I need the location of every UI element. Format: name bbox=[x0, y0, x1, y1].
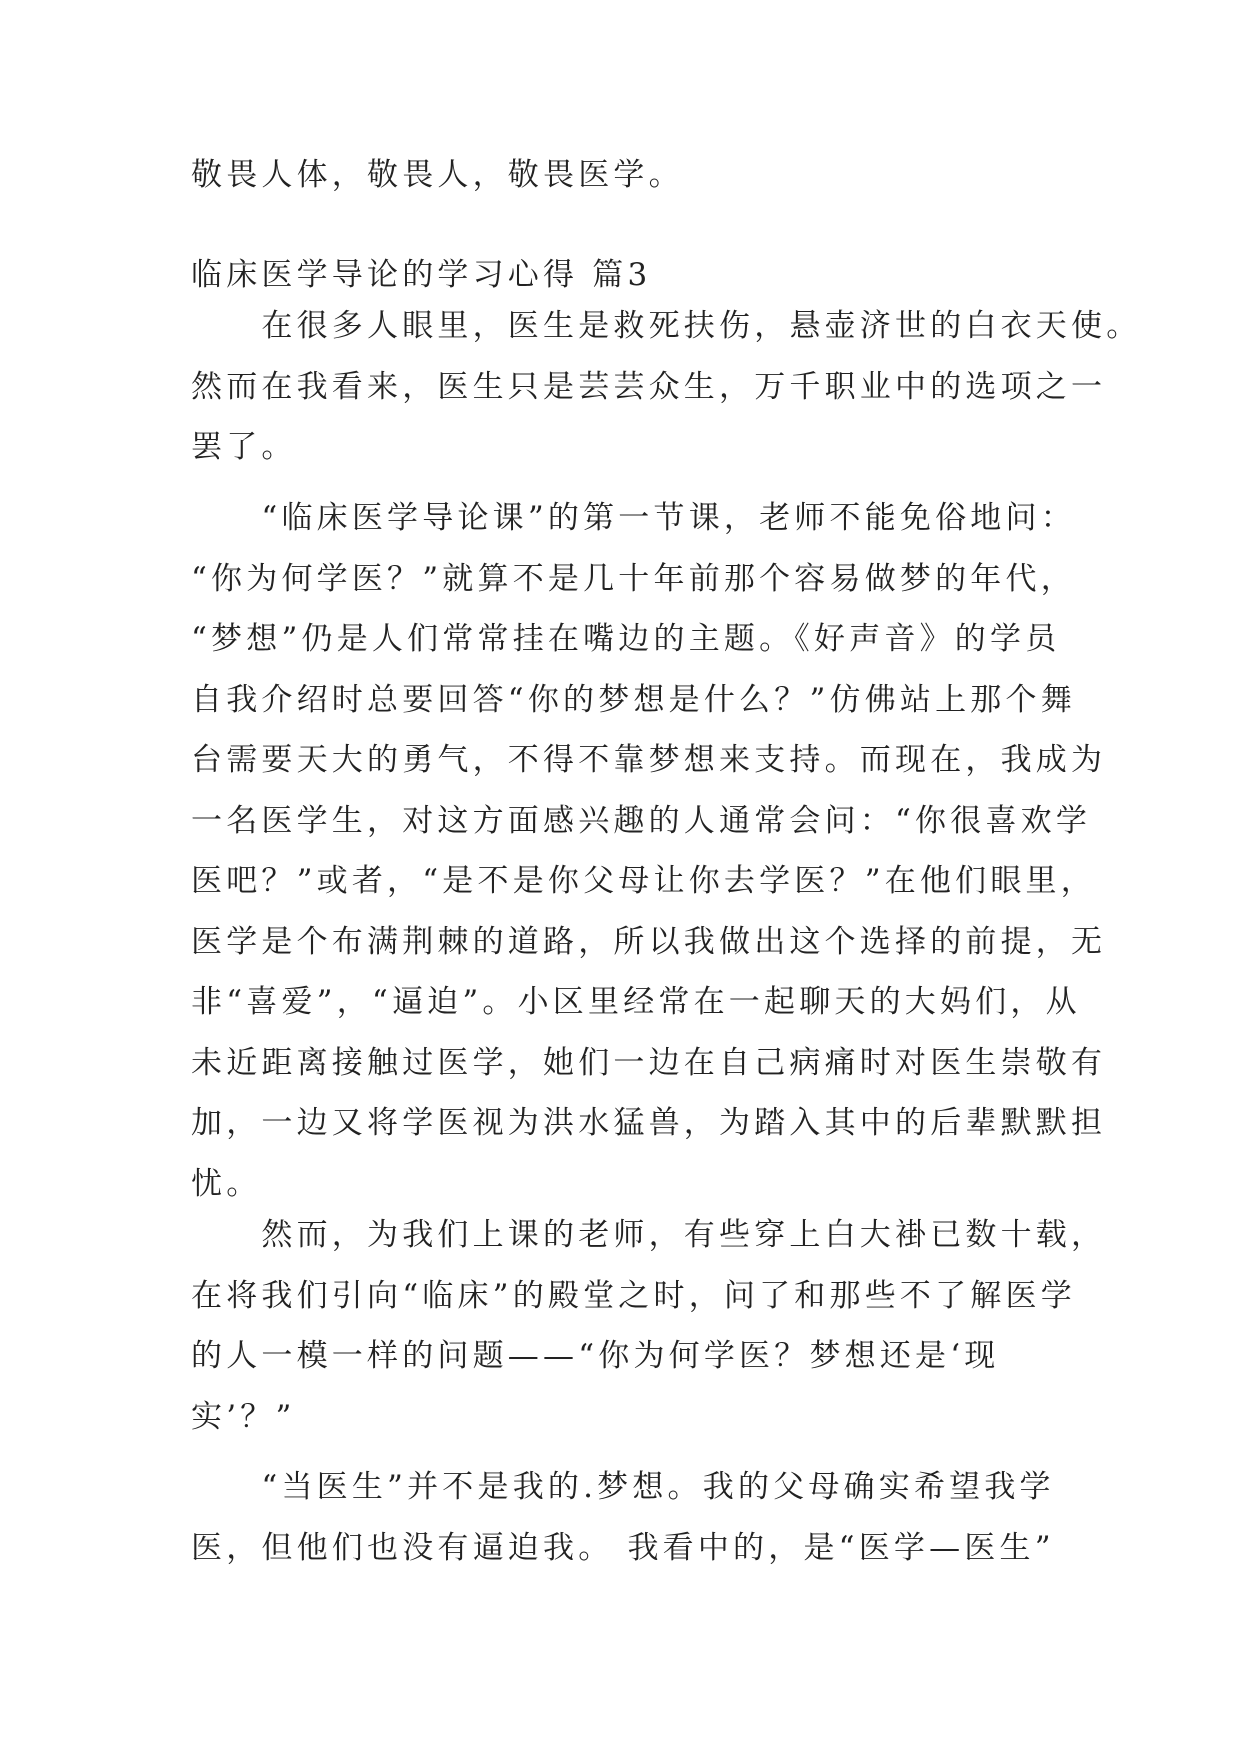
paragraph-4 bbox=[191, 1457, 1061, 1578]
text-line: 未近距离接触过医学，她们一边在自己病痛时对医生崇敬有 bbox=[191, 1044, 1107, 1081]
text-line: 台需要天大的勇气，不得不靠梦想来支持。而现在，我成为 bbox=[191, 742, 1107, 778]
text-line: 的人一模一样的问题——“你为何学医？梦想还是‘现 bbox=[191, 1338, 1000, 1374]
text-line: 非“喜爱”，“逼迫”。小区里经常在一起聊天的大妈们，从 bbox=[191, 984, 1081, 1020]
paragraph-3 bbox=[191, 1205, 1107, 1447]
text-line: 在很多人眼里，医生是救死扶伤，悬壶济世的白衣天使。 bbox=[191, 308, 1142, 344]
text-line: 敬畏人体，敬畏人，敬畏医学。 bbox=[191, 157, 684, 193]
text-line: “梦想”仍是人们常常挂在嘴边的主题。《好声音》的学员 bbox=[191, 621, 1061, 657]
paragraph-2 bbox=[191, 488, 1107, 1214]
text-line: 医学是个布满荆棘的道路，所以我做出这个选择的前提，无 bbox=[191, 923, 1107, 960]
text-line: 实’？” bbox=[191, 1398, 296, 1435]
text-line: 自我介绍时总要回答“你的梦想是什么？”仿佛站上那个舞 bbox=[191, 681, 1076, 718]
text-line: “你为何学医？”就算不是几十年前那个容易做梦的年代， bbox=[191, 560, 1076, 597]
text-line: 医吧？”或者，“是不是你父母让你去学医？”在他们眼里， bbox=[191, 863, 1096, 899]
paragraph-1 bbox=[191, 296, 1142, 478]
text-line: “临床医学导论课”的第一节课，老师不能免俗地问： bbox=[191, 500, 1076, 536]
text-line: 罢了。 bbox=[191, 429, 297, 465]
closing-paragraph bbox=[191, 145, 1061, 206]
text-line: “当医生”并不是我的.梦想。我的父母确实希望我学 bbox=[191, 1469, 1055, 1505]
text-line: 一名医学生，对这方面感兴趣的人通常会问：“你很喜欢学 bbox=[191, 802, 1092, 839]
text-line: 医，但他们也没有逼迫我。 我看中的，是“医学—医生” bbox=[191, 1529, 1055, 1566]
text-line: 然而，为我们上课的老师，有些穿上白大褂已数十载， bbox=[191, 1217, 1107, 1253]
text-line: 忧。 bbox=[191, 1165, 262, 1202]
text-line: 然而在我看来，医生只是芸芸众生，万千职业中的选项之一 bbox=[191, 368, 1107, 405]
heading-text: 临床医学导论的学习心得 篇3 bbox=[191, 257, 652, 293]
text-line: 在将我们引向“临床”的殿堂之时，问了和那些不了解医学 bbox=[191, 1277, 1076, 1314]
text-line: 加，一边又将学医视为洪水猛兽，为踏入其中的后辈默默担 bbox=[191, 1105, 1107, 1141]
